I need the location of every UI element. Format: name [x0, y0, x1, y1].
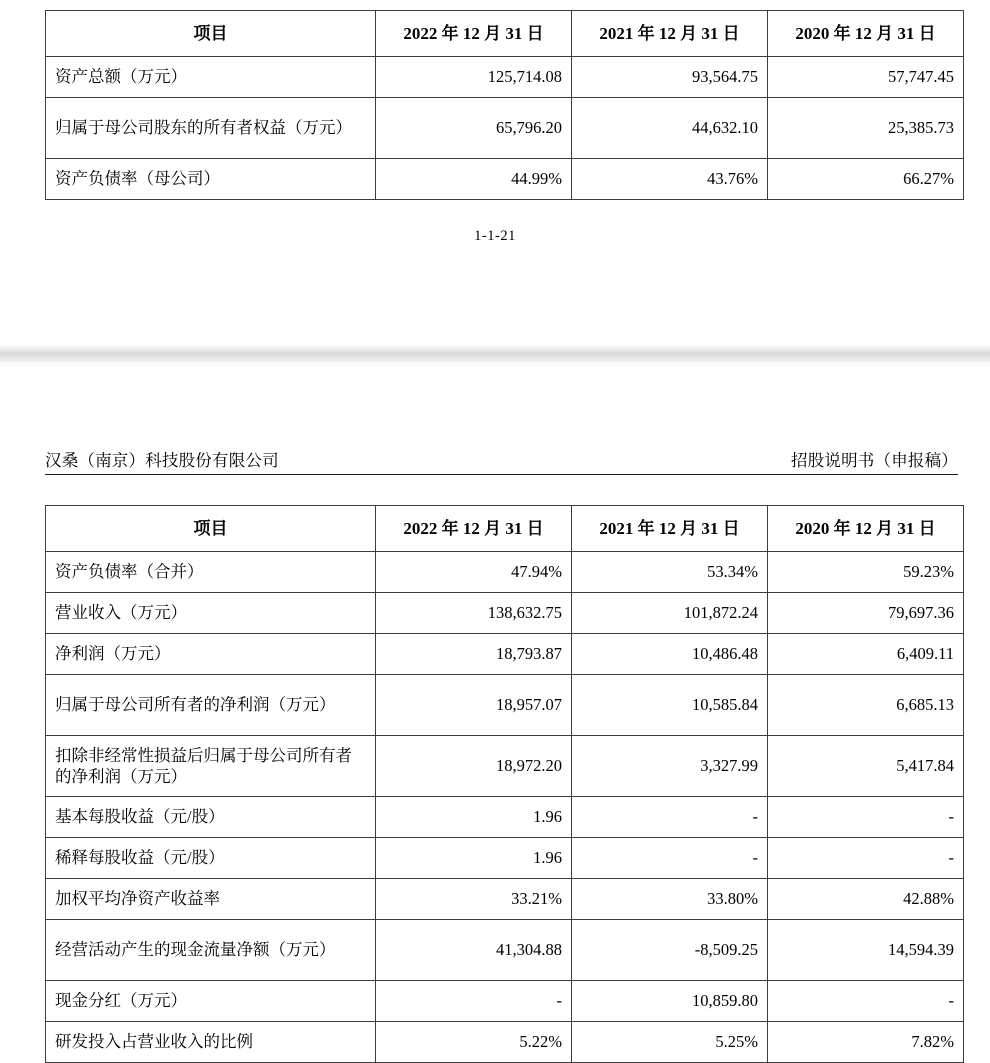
- table-cell-value-2022: 5.22%: [376, 1022, 572, 1063]
- table-row: [46, 797, 964, 838]
- table-cell-value-2020: 59.23%: [768, 552, 964, 593]
- column-header-2021: 2021 年 12 月 31 日: [572, 11, 768, 57]
- table-row: [46, 920, 964, 981]
- table-cell-value-2022: 65,796.20: [376, 98, 572, 159]
- table-cell-item: 加权平均净资产收益率: [46, 879, 376, 920]
- table-cell-value-2020: 42.88%: [768, 879, 964, 920]
- table-cell-value-2020: 5,417.84: [768, 736, 964, 797]
- table-cell-item: 稀释每股收益（元/股）: [46, 838, 376, 879]
- table-cell-value-2020: 57,747.45: [768, 57, 964, 98]
- table-cell-item: 资产负债率（母公司）: [46, 159, 376, 200]
- table-cell-value-2020: 25,385.73: [768, 98, 964, 159]
- running-header-document-type: 招股说明书（申报稿）: [791, 452, 958, 470]
- table-cell-value-2021: 10,585.84: [572, 675, 768, 736]
- table-cell-item: 净利润（万元）: [46, 634, 376, 675]
- column-header-2020: 2020 年 12 月 31 日: [768, 506, 964, 552]
- table-cell-value-2021: 5.25%: [572, 1022, 768, 1063]
- table-cell-item: 研发投入占营业收入的比例: [46, 1022, 376, 1063]
- table-cell-item: 营业收入（万元）: [46, 593, 376, 634]
- table-row: [46, 736, 964, 797]
- table-one-header: [46, 11, 964, 57]
- table-cell-value-2020: 14,594.39: [768, 920, 964, 981]
- table-cell-value-2022: 41,304.88: [376, 920, 572, 981]
- table-cell-value-2021: -8,509.25: [572, 920, 768, 981]
- table-cell-value-2020: -: [768, 797, 964, 838]
- table-cell-value-2021: 10,486.48: [572, 634, 768, 675]
- table-two-header: [46, 506, 964, 552]
- table-cell-value-2021: 10,859.80: [572, 981, 768, 1022]
- table-cell-value-2021: 3,327.99: [572, 736, 768, 797]
- table-cell-value-2021: 44,632.10: [572, 98, 768, 159]
- table-cell-value-2021: -: [572, 797, 768, 838]
- table-cell-value-2022: 18,957.07: [376, 675, 572, 736]
- table-cell-item: 经营活动产生的现金流量净额（万元）: [46, 920, 376, 981]
- page-break-separator: [0, 345, 990, 367]
- table-cell-item: 资产负债率（合并）: [46, 552, 376, 593]
- table-cell-value-2020: 6,409.11: [768, 634, 964, 675]
- table-cell-item: 基本每股收益（元/股）: [46, 797, 376, 838]
- table-cell-value-2022: 18,793.87: [376, 634, 572, 675]
- table-cell-item: 归属于母公司所有者的净利润（万元）: [46, 675, 376, 736]
- table-row: [46, 57, 964, 98]
- table-row: [46, 981, 964, 1022]
- table-header-row: [46, 11, 964, 57]
- column-header-2020: 2020 年 12 月 31 日: [768, 11, 964, 57]
- table-row: [46, 593, 964, 634]
- column-header-item: 项目: [46, 506, 376, 552]
- table-cell-value-2021: 53.34%: [572, 552, 768, 593]
- table-cell-value-2020: -: [768, 838, 964, 879]
- column-header-2022: 2022 年 12 月 31 日: [376, 11, 572, 57]
- table-cell-value-2021: 43.76%: [572, 159, 768, 200]
- table-row: [46, 159, 964, 200]
- table-two-body: [46, 552, 964, 1063]
- table-row: [46, 552, 964, 593]
- table-cell-item: 资产总额（万元）: [46, 57, 376, 98]
- running-header-company-name: 汉桑（南京）科技股份有限公司: [45, 452, 279, 470]
- financial-table-consolidated: [45, 505, 964, 1063]
- table-cell-value-2022: 18,972.20: [376, 736, 572, 797]
- table-cell-value-2020: 66.27%: [768, 159, 964, 200]
- running-header: [45, 447, 958, 475]
- column-header-2021: 2021 年 12 月 31 日: [572, 506, 768, 552]
- table-cell-value-2022: 44.99%: [376, 159, 572, 200]
- table-cell-value-2022: 1.96: [376, 838, 572, 879]
- table-cell-value-2021: 93,564.75: [572, 57, 768, 98]
- table-cell-value-2022: 1.96: [376, 797, 572, 838]
- financial-table-parent-company: [45, 10, 964, 200]
- table-row: [46, 634, 964, 675]
- table-cell-value-2021: 33.80%: [572, 879, 768, 920]
- table-row: [46, 98, 964, 159]
- table-cell-value-2020: 79,697.36: [768, 593, 964, 634]
- table-cell-value-2022: -: [376, 981, 572, 1022]
- table-one-body: [46, 57, 964, 200]
- table-cell-value-2020: 6,685.13: [768, 675, 964, 736]
- table-cell-item: 扣除非经常性损益后归属于母公司所有者的净利润（万元）: [46, 736, 376, 797]
- table-cell-value-2022: 138,632.75: [376, 593, 572, 634]
- table-row: [46, 1022, 964, 1063]
- table-cell-value-2022: 125,714.08: [376, 57, 572, 98]
- table-cell-item: 现金分红（万元）: [46, 981, 376, 1022]
- table-cell-value-2021: -: [572, 838, 768, 879]
- table-row: [46, 838, 964, 879]
- table-cell-value-2021: 101,872.24: [572, 593, 768, 634]
- table-cell-value-2022: 47.94%: [376, 552, 572, 593]
- table-cell-value-2020: -: [768, 981, 964, 1022]
- table-cell-value-2020: 7.82%: [768, 1022, 964, 1063]
- page-number-footer: 1-1-21: [474, 228, 516, 244]
- table-row: [46, 879, 964, 920]
- table-cell-value-2022: 33.21%: [376, 879, 572, 920]
- column-header-item: 项目: [46, 11, 376, 57]
- table-header-row: [46, 506, 964, 552]
- table-row: [46, 675, 964, 736]
- column-header-2022: 2022 年 12 月 31 日: [376, 506, 572, 552]
- table-cell-item: 归属于母公司股东的所有者权益（万元）: [46, 98, 376, 159]
